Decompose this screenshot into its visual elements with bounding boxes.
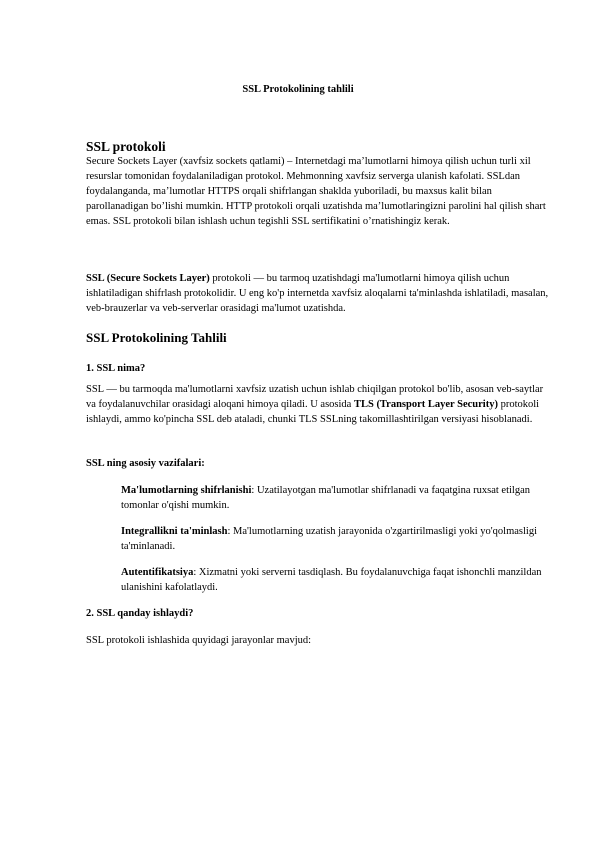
intro-bold-term: SSL (Secure Sockets Layer) [86, 273, 210, 284]
question-heading-1: 1. SSL nima? [86, 363, 146, 374]
function-term: Integrallikni ta'minlash [121, 526, 228, 537]
ssl-definition-paragraph: Secure Sockets Layer (xavfsiz sockets qatlami) – Internetdagi ma’lumotlarni himoya qilish uchun turli xil resurslar tomonidan foydalaniladigan protokol. Mehmonning xavfsiz serverga ulanish kafolati. SSLdan foydalanganda, ma’lumotlar HTTPS orqali shifrlangan shaklda yuboriladi, bu maxsus kalit bilan parollanadigan bo’lishi mumkin. HTTP protokoli orqali uzatishda ma’lumotlaringizni parolini hal qilish shart emas. SSL protokoli bilan ishlash uchun tegishli SSL sertifikatini o’rnatishingiz kerak. [86, 156, 546, 227]
function-term: Ma'lumotlarning shifrlanishi [121, 485, 252, 496]
para-text-start: SSL — bu tarmoqda ma'lumotlarni xavfsiz uzatish uchun ishlab chiqilgan protokol bo'lib, asosan veb-saytlar va foydalanuvchilar orasidagi aloqani himoya qiladi. U asosida [86, 384, 544, 410]
ssl-what-paragraph [86, 382, 552, 427]
process-intro-paragraph: SSL protokoli ishlashida quyidagi jarayonlar mavjud: [86, 635, 312, 646]
section-heading-analysis: SSL Protokolining Tahlili [86, 330, 227, 345]
ssl-intro-paragraph [86, 271, 552, 316]
functions-heading: SSL ning asosiy vazifalari: [86, 458, 205, 469]
function-desc: : Xizmatni yoki serverni tasdiqlash. Bu foydalanuvchiga faqat ishonchli manzildan ulanishini kafolatlaydi. [121, 567, 542, 593]
tls-bold-term: TLS (Transport Layer Security) [353, 399, 498, 410]
function-item [121, 483, 557, 513]
function-item [121, 524, 557, 554]
function-term: Autentifikatsiya [121, 567, 194, 578]
para-text-end: protokoli ishlaydi, ammo ko'pincha SSL deb ataladi, chunki TLS SSLning takomillashtirilgan versiyasi hisoblanadi. [86, 399, 540, 425]
page-title: SSL Protokolining tahlili [242, 84, 354, 95]
section-heading-ssl: SSL protokoli [86, 139, 166, 154]
function-item [121, 565, 557, 595]
function-desc: : Ma'lumotlarning uzatish jarayonida o'zgartirilmasligi yoki yo'qolmasligi ta'minlanadi. [121, 526, 538, 552]
function-desc: : Uzatilayotgan ma'lumotlar shifrlanadi va faqatgina ruxsat etilgan tomonlar o'qishi mumkin. [121, 485, 530, 511]
question-heading-2: 2. SSL qanday ishlaydi? [86, 608, 194, 619]
intro-text: protokoli — bu tarmoq uzatishdagi ma'lumotlarni himoya qilish uchun ishlatiladigan shifrlash protokolidir. U eng ko'p internetda xavfsiz aloqalarni ta'minlashda ishlatiladi, masalan, veb-brauzerlar va veb-serverlar orasidagi ma'lumot uzatishda. [86, 273, 549, 314]
